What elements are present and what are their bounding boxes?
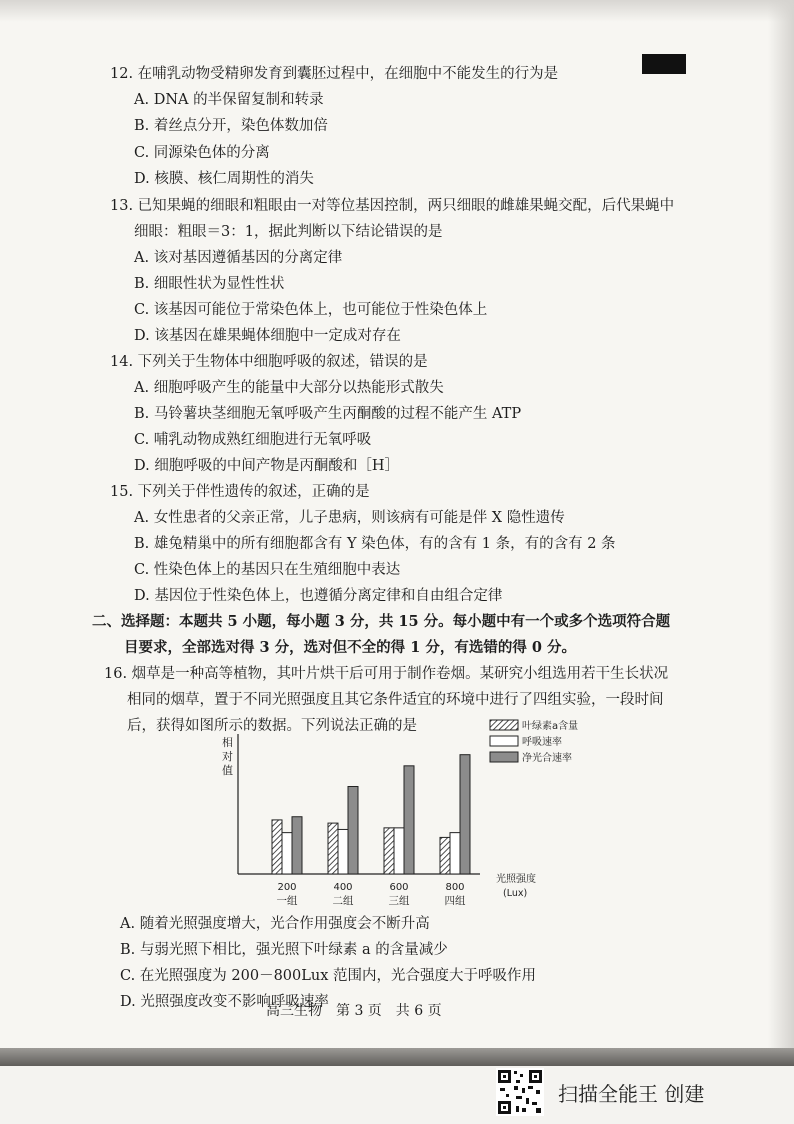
bar-1-group-3 (384, 828, 394, 874)
question-12-option-a: A. DNA 的半保留复制和转录 (134, 92, 324, 108)
group-label: 一组 (276, 895, 298, 907)
redaction-block (642, 54, 686, 74)
legend-label-3: 净光合速率 (522, 753, 572, 764)
question-15-option-c: C. 性染色体上的基因只在生殖细胞中表达 (134, 562, 401, 578)
question-13-option-a: A. 该对基因遵循基因的分离定律 (134, 250, 343, 266)
x-axis-unit: (Lux) (503, 888, 528, 899)
question-13-stem-line2: 细眼：粗眼＝3：1，据此判断以下结论错误的是 (134, 224, 443, 240)
x-axis-label: 光照强度 (496, 874, 536, 885)
legend-swatch-3 (490, 752, 518, 762)
question-13-option-b: B. 细眼性状为显性性状 (134, 276, 285, 292)
question-16-option-d: D. 光照强度改变不影响呼吸速率 (120, 994, 329, 1010)
question-12-option-c: C. 同源染色体的分离 (134, 145, 270, 161)
bar-3-group-2 (348, 787, 358, 875)
question-15-option-a: A. 女性患者的父亲正常，儿子患病，则该病有可能是伴 X 隐性遗传 (134, 510, 565, 526)
legend-label-1: 叶绿素a含量 (522, 721, 579, 732)
question-13-stem: 13. 已知果蝇的细眼和粗眼由一对等位基因控制，两只细眼的雌雄果蝇交配，后代果蝇中 (110, 198, 675, 214)
bar-3-group-3 (404, 766, 414, 874)
bar-2-group-3 (394, 828, 404, 874)
question-14-option-a: A. 细胞呼吸产生的能量中大部分以热能形式散失 (134, 380, 444, 396)
group-label: 四组 (444, 895, 466, 907)
y-label-char: 对 (222, 750, 233, 763)
question-15-option-d: D. 基因位于性染色体上，也遵循分离定律和自由组合定律 (134, 588, 503, 604)
bar-3-group-4 (460, 755, 470, 874)
question-14-option-c: C. 哺乳动物成熟红细胞进行无氧呼吸 (134, 432, 372, 448)
question-16-option-b: B. 与弱光照下相比，强光照下叶绿素 a 的含量减少 (120, 942, 448, 958)
bar-2-group-2 (338, 829, 348, 874)
legend-swatch-1 (490, 720, 518, 730)
y-label-char: 值 (222, 764, 233, 777)
y-label-char: 相 (222, 736, 233, 749)
question-14-stem: 14. 下列关于生物体中细胞呼吸的叙述，错误的是 (110, 354, 428, 370)
question-12-option-d: D. 核膜、核仁周期性的消失 (134, 171, 314, 187)
question-13-option-d: D. 该基因在雄果蝇体细胞中一定成对存在 (134, 328, 401, 344)
question-12-option-b: B. 着丝点分开，染色体数加倍 (134, 118, 328, 134)
question-12-stem: 12. 在哺乳动物受精卵发育到囊胚过程中，在细胞中不能发生的行为是 (110, 66, 559, 82)
scan-side-shadow (768, 0, 794, 1065)
question-16-stem: 16. 烟草是一种高等植物，其叶片烘干后可用于制作卷烟。某研究小组选用若干生长状况 (104, 666, 669, 682)
question-15-stem: 15. 下列关于伴性遗传的叙述，正确的是 (110, 484, 370, 500)
scan-top-shadow (0, 0, 794, 22)
x-tick-label: 400 (333, 882, 353, 893)
question-15-option-b: B. 雄兔精巢中的所有细胞都含有 Y 染色体，有的含有 1 条，有的含有 2 条 (134, 536, 616, 552)
x-tick-label: 800 (445, 882, 465, 893)
group-label: 二组 (332, 895, 354, 907)
bar-3-group-1 (292, 817, 302, 874)
x-tick-label: 600 (389, 882, 409, 893)
question-14-option-d: D. 细胞呼吸的中间产物是丙酮酸和［H］ (134, 458, 399, 474)
group-label: 三组 (388, 895, 410, 907)
x-tick-label: 200 (277, 882, 297, 893)
bar-1-group-1 (272, 820, 282, 874)
question-13-option-c: C. 该基因可能位于常染色体上，也可能位于性染色体上 (134, 302, 488, 318)
bar-chart (218, 716, 598, 908)
section-2-heading: 二、选择题：本题共 5 小题，每小题 3 分，共 15 分。每小题中有一个或多个选项符合题 (92, 613, 671, 630)
question-14-option-b: B. 马铃薯块茎细胞无氧呼吸产生丙酮酸的过程不能产生 ATP (134, 406, 522, 422)
bar-1-group-4 (440, 837, 450, 874)
scan-bottom-edge (0, 1048, 794, 1066)
bar-1-group-2 (328, 823, 338, 874)
scanner-watermark: 扫描全能王 创建 (558, 1082, 705, 1106)
legend-swatch-2 (490, 736, 518, 746)
y-axis-label (222, 735, 233, 777)
question-16-stem-line3: 后，获得如图所示的数据。下列说法正确的是 (127, 718, 417, 734)
page-footer: 高三生物 第 3 页 共 6 页 (266, 1003, 442, 1019)
question-16-option-a: A. 随着光照强度增大，光合作用强度会不断升高 (120, 916, 430, 932)
bar-2-group-4 (450, 833, 460, 874)
section-2-heading-line2: 目要求，全部选对得 3 分，选对但不全的得 1 分，有选错的得 0 分。 (124, 639, 577, 656)
bar-2-group-1 (282, 833, 292, 874)
question-16-stem-line2: 相同的烟草，置于不同光照强度且其它条件适宜的环境中进行了四组实验，一段时间 (127, 692, 664, 708)
question-16-option-c: C. 在光照强度为 200－800Lux 范围内，光合强度大于呼吸作用 (120, 968, 537, 984)
legend-label-2: 呼吸速率 (522, 737, 562, 748)
qr-code-icon (496, 1068, 544, 1116)
